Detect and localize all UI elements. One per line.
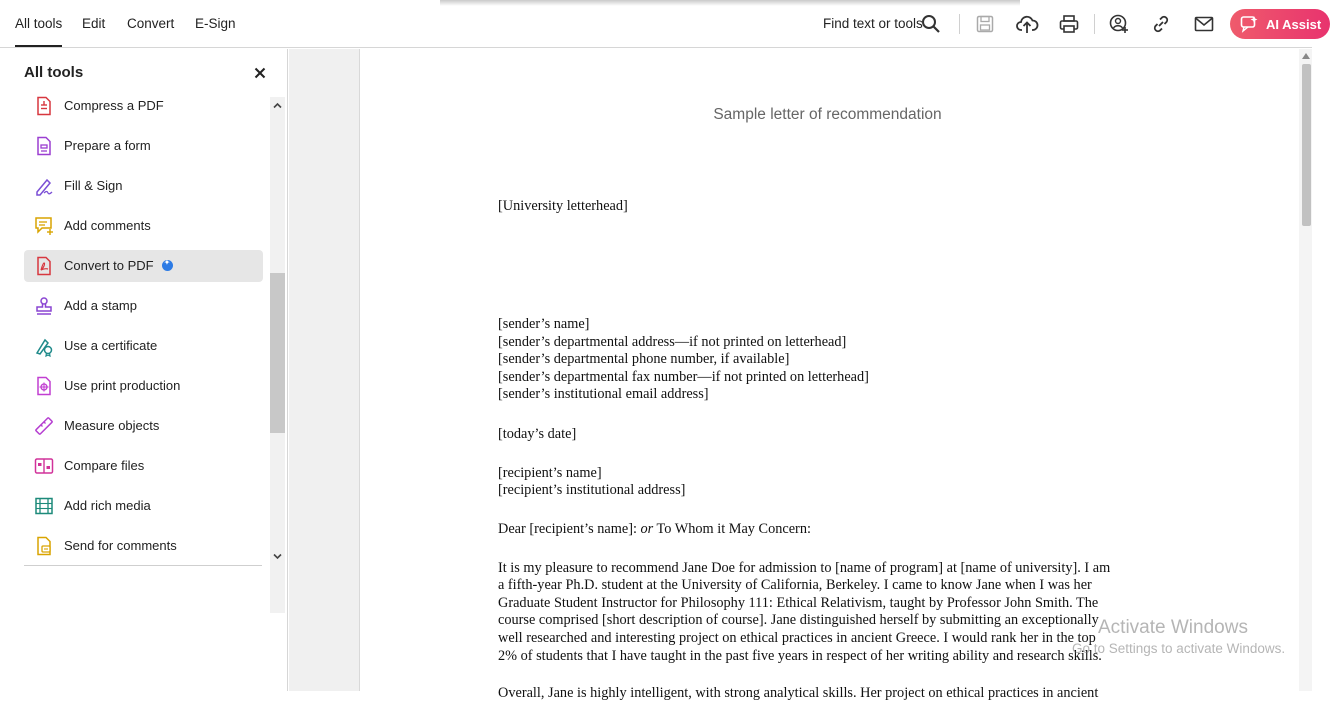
tool-add-stamp[interactable] (24, 290, 263, 322)
body-line-partial: Overall, Jane is highly intelligent, with strong analytical skills. Her project on ethical practices in ancient (498, 685, 1099, 701)
body-line: 2% of students that I have taught in the past five years in respect of her writing ability and research skills. (498, 647, 1102, 664)
rich-media-icon (34, 496, 54, 516)
salutation-part: Dear [recipient’s name]: (498, 521, 641, 537)
tool-label: Send for comments (64, 538, 177, 553)
convert-pdf-icon (34, 256, 54, 276)
share-user-icon[interactable] (1108, 13, 1130, 35)
doc-scroll-up-icon[interactable] (1301, 52, 1311, 60)
tool-fill-sign[interactable] (24, 170, 263, 202)
stamp-icon (34, 296, 54, 316)
email-icon[interactable] (1193, 13, 1215, 35)
salutation-or: or (640, 521, 654, 537)
recipient-line: [recipient’s name] (498, 464, 602, 481)
tool-add-comments[interactable] (24, 210, 263, 242)
salutation-part: To Whom it May Concern: (653, 521, 811, 537)
tool-label: Use a certificate (64, 338, 158, 353)
activate-windows-subtext: Go to Settings to activate Windows. (1072, 641, 1286, 656)
ai-assistant-button[interactable] (1230, 9, 1330, 39)
tab-convert[interactable]: Convert (127, 16, 175, 31)
sender-line: [sender’s departmental address—if not printed on letterhead] (498, 333, 847, 350)
body-line: It is my pleasure to recommend Jane Doe for admission to [name of program] at [name of university]. I am (498, 559, 1111, 576)
fill-sign-icon (34, 176, 54, 196)
tool-convert-to-pdf[interactable] (24, 250, 263, 282)
tool-measure-objects[interactable] (24, 410, 263, 442)
tab-all-tools[interactable]: All tools (15, 16, 63, 31)
tab-e-sign[interactable]: E-Sign (195, 16, 236, 31)
tool-label: Compress a PDF (64, 98, 164, 113)
tool-compress-pdf[interactable] (24, 90, 263, 122)
tool-add-rich-media[interactable] (24, 490, 263, 522)
tool-send-for-comments[interactable] (24, 530, 263, 562)
upload-cloud-icon[interactable] (1016, 13, 1038, 35)
tool-label: Add a stamp (64, 298, 137, 313)
tool-label: Measure objects (64, 418, 160, 433)
toolbar-divider (1094, 14, 1095, 34)
tool-label: Use print production (64, 378, 181, 393)
prepare-form-icon (34, 136, 54, 156)
top-toolbar (0, 0, 1322, 48)
link-icon[interactable] (1150, 13, 1172, 35)
body-line: Graduate Student Instructor for Philosophy 111: Ethical Relativism, taught by Professor John Smith. The (498, 594, 1099, 611)
close-icon[interactable] (252, 65, 268, 81)
tool-label-text: Convert to PDF (64, 258, 154, 273)
salutation-line (498, 521, 811, 539)
tool-compare-files[interactable] (24, 450, 263, 482)
body-line: course comprised [short description of course]. Jane distinguished herself by submitting an exceptionally (498, 612, 1099, 629)
sender-line: [sender’s departmental fax number—if not printed on letterhead] (498, 368, 869, 385)
toolbar-divider (959, 14, 960, 34)
tab-edit[interactable]: Edit (82, 16, 106, 31)
sender-line: [sender’s name] (498, 316, 590, 332)
scroll-down-icon[interactable] (272, 551, 283, 562)
save-icon[interactable] (974, 13, 996, 35)
sender-line: [sender’s departmental phone number, if available] (498, 351, 790, 368)
search-icon[interactable] (920, 13, 942, 35)
panel-title: All tools (24, 64, 84, 81)
tool-use-certificate[interactable] (24, 330, 263, 362)
find-text-tools-button[interactable]: Find text or tools (823, 16, 923, 31)
tool-label (64, 258, 173, 273)
document-scrollbar-thumb[interactable] (1302, 64, 1311, 226)
add-comments-icon (34, 216, 54, 236)
tool-label: Add rich media (64, 498, 151, 513)
tool-label: Prepare a form (64, 138, 151, 153)
tool-label: Compare files (64, 458, 145, 473)
ai-sparkle-icon (1240, 15, 1258, 33)
body-line: a fifth-year Ph.D. student at the University of California, Berkeley. I came to know Jane when I was her (498, 577, 1092, 594)
send-comments-icon (34, 536, 54, 556)
window-shadow (440, 0, 1020, 6)
compress-pdf-icon (34, 96, 54, 116)
letterhead-line: [University letterhead] (498, 198, 628, 214)
body-line: well researched and interesting project on ethical practices in ancient Greece. I would rank her in the top (498, 629, 1096, 646)
tool-label: Add comments (64, 218, 151, 233)
tool-label: Fill & Sign (64, 178, 123, 193)
measure-icon (34, 416, 54, 436)
sender-line: [sender’s institutional email address] (498, 386, 709, 403)
scroll-up-icon[interactable] (272, 100, 283, 111)
document-title: Sample letter of recommendation (713, 106, 942, 123)
recipient-line: [recipient’s institutional address] (498, 482, 686, 499)
print-icon[interactable] (1058, 13, 1080, 35)
premium-badge-icon (162, 260, 173, 271)
date-line: [today’s date] (498, 426, 577, 442)
panel-divider (24, 565, 262, 566)
all-tools-panel (0, 49, 288, 691)
ai-assistant-label: AI Assist (1266, 16, 1322, 32)
compare-files-icon (34, 456, 54, 476)
activate-windows-watermark: Activate Windows (1098, 617, 1248, 638)
panel-scrollbar-thumb[interactable] (270, 273, 285, 433)
tool-prepare-form[interactable] (24, 130, 263, 162)
certificate-icon (34, 336, 54, 356)
tool-print-production[interactable] (24, 370, 263, 402)
print-production-icon (34, 376, 54, 396)
document-page[interactable] (359, 49, 1299, 701)
